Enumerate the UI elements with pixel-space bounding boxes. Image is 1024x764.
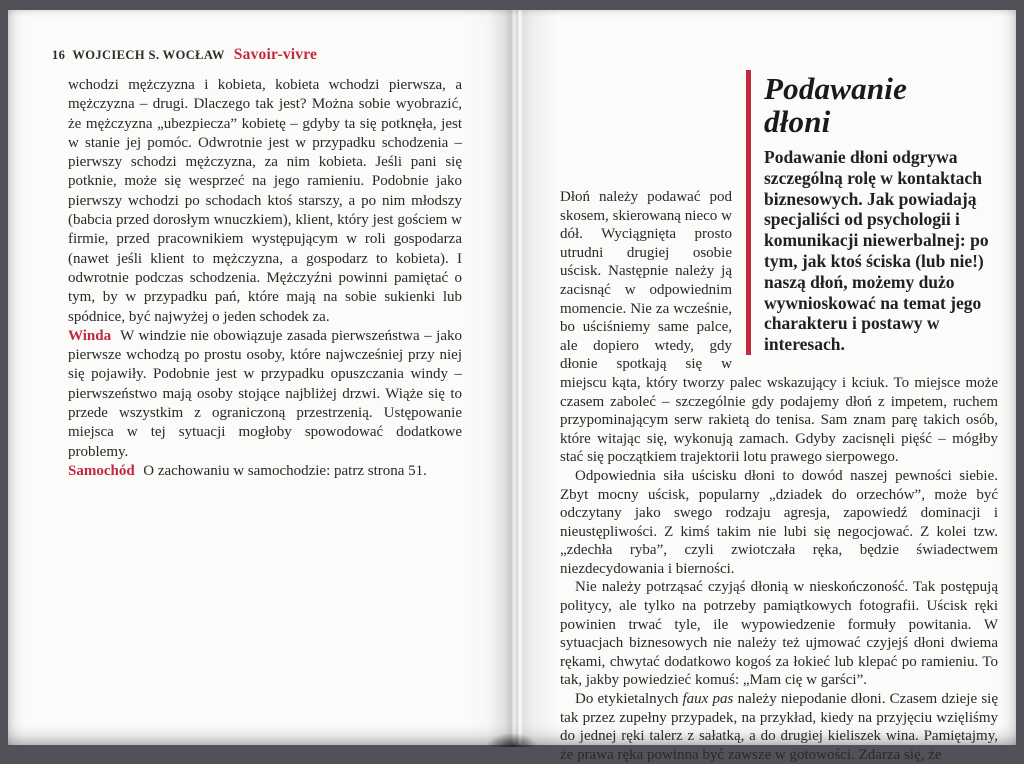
paragraph-faux-pas <box>560 690 998 764</box>
page-number: 16 <box>52 48 66 62</box>
right-page-text-block <box>560 70 998 764</box>
paragraph-handshake-technique: Dłoń należy podawać pod skosem, skierowaną nieco w dół. Wyciągnięta prosto utrudni drugiej osobie uścisk. Następnie należy ją zacisnąć w odpowiednim momencie. Nie za wcześnie, bo uściśniemy same palce, ale dopiero wtedy, gdy dłonie spotkają się w miejscu kąta, który tworzy palec wskazujący i kciuk. To miejsce może czasem zaboleć – szczególnie gdy podajemy dłoń z impetem, ruchem przypominającym serw rakietą do tenisa. Sam znam parę takich osób, które witając się, wykonują zamach. Gdyby zacisnęli pięść – mógłby stać się początkiem trajektorii lotu prawego sierpowego. <box>560 189 998 466</box>
faux-pas-post: należy niepodanie dłoni. Czasem dzieje się tak przez zupełny przypadek, na przykład, kiedy na przyjęciu wzięliśmy do jednej ręki talerz z sałatką, a do drugiej kieliszek wina. Pamiętajmy, że prawa ręka powinna być zawsze w gotowości. Zdarza się, że <box>560 691 998 763</box>
book-title: Savoir-vivre <box>233 46 318 63</box>
book-spread <box>8 10 1016 763</box>
paragraph-samochod <box>68 462 462 481</box>
paragraph-grip-strength: Odpowiednia siła uścisku dłoni to dowód naszej pewności siebie. Zbyt mocny uścisk, popularny „dziadek do orzechów”, może być odczytany jako swego rodzaju agresja, zapowiedź dominacji i nieustępliwości. Z kimś takim nie lubi się negocjować. Z kolei tzw. „zdechła ryba”, czyli zwiotczała ręka, będzie świadectwem niezdecydowania i bierności. <box>560 467 998 577</box>
section-text-samochod: O zachowaniu w samochodzie: patrz strona 51. <box>139 462 427 479</box>
paragraph-stairs-continuation: wchodzi mężczyzna i kobieta, kobieta wchodzi pierwsza, a mężczyzna – drugi. Dlaczego tak jest? Można sobie wyobrazić, że mężczyzna „ubezpiecza” kobietę – gdyby ta się potknęła, jest w stanie jej pomóc. Odwrotnie jest w przypadku schodzenia – pierwszy schodzi mężczyzna, za nim kobieta. Jeśli pani się potknie, może się wesprzeć na jego ramieniu. Podobnie jako pierwszy wchodzi po schodach ktoś starszy, a po nim młodszy (babcia przed dorosłym wnuczkiem), klient, który jest gościem w firmie, przed pracownikiem występującym w roli gospodarza (nawet jeśli klient to mężczyzna, a gospodarz to kobieta). I odwrotnie podczas schodzenia. Mężczyźni powinni pamiętać o tym, by w przypadku pań, które mają na sobie sukienki lub spódnice, być najwyżej o jeden schodek za. <box>68 77 462 325</box>
author-name: WOJCIECH S. WOCŁAW <box>72 48 225 62</box>
running-header <box>52 46 317 64</box>
faux-pas-pre: Do etykietalnych <box>575 691 683 708</box>
chapter-lead: Podawanie dłoni odgrywa szczególną rolę w kontaktach biznesowych. Jak powiadają specjaliści od psychologii i komunikacji niewerbalnej: po tym, jak ktoś ściska (lub nie!) naszą dłoń, możemy dużo wywnioskować na temat jego charakteru i postawy w interesach. <box>764 147 989 355</box>
section-label-winda: Winda <box>68 327 112 344</box>
section-label-samochod: Samochód <box>68 462 135 479</box>
book-spine-foot-shadow <box>486 733 538 747</box>
paragraph-winda <box>68 327 462 462</box>
faux-pas-italic: faux pas <box>682 691 734 708</box>
chapter-title-block <box>746 70 998 355</box>
book-spine-shadow <box>466 10 558 745</box>
paragraph-shake-duration: Nie należy potrząsać czyjąś dłonią w nieskończoność. Tak postępują politycy, ale tylko na potrzeby pamiątkowych fotografii. Uścisk ręki powinien trwać tyle, ile wypowiedzenie formuły powitania. W sytuacjach biznesowych nie należy też ujmować czyjejś dłoni dwiema rękami, chwytać dodatkowo kogoś za łokieć lub klepać po ramieniu. To tak, jakby powiedzieć komuś: „Mam cię w garści”. <box>560 579 998 689</box>
chapter-title <box>764 72 998 138</box>
left-page-text-block <box>68 76 462 481</box>
chapter-title-line2: dłoni <box>764 104 831 139</box>
chapter-title-line1: Podawanie <box>764 71 908 106</box>
section-text-winda: W windzie nie obowiązuje zasada pierwszeństwa – jako pierwsze wchodzą po prostu osoby, które najwcześniej przy niej się pojawiły. Podobnie jest w przypadku opuszczania windy – pierwszeństwo mają osoby stojące najbliżej drzwi. Wiąże się to przede wszystkim z ograniczoną przestrzenią. Ustępowanie miejsca w tej sytuacji mogłoby spowodować dodatkowe problemy. <box>68 327 462 460</box>
